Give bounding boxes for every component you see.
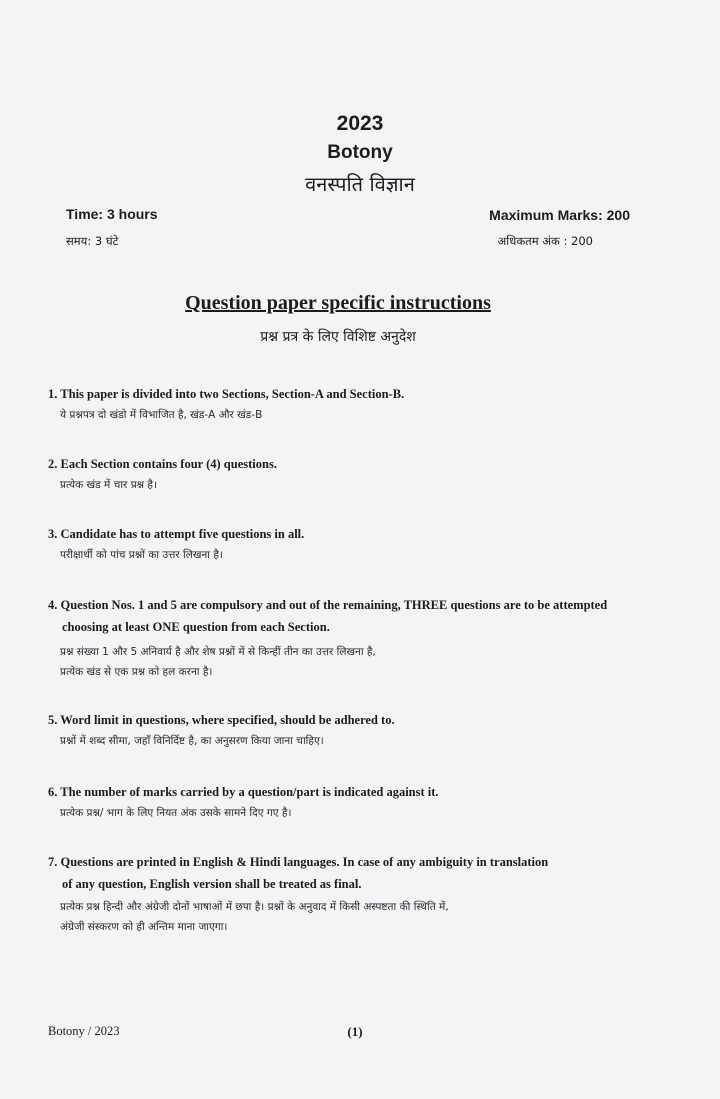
max-marks-label-hindi: अधिकतम अंक : 200 (497, 234, 593, 248)
page-number: (1) (347, 1024, 363, 1039)
instruction-english: 5. Word limit in questions, where specified, should be adhered to. (48, 713, 395, 727)
subject-title-hindi: वनस्पति विज्ञान (305, 172, 415, 196)
instruction-english: 2. Each Section contains four (4) questions. (48, 457, 277, 471)
instruction-english: 7. Questions are printed in English & Hindi languages. In case of any ambiguity in translation of any question, English version shall be treated as final. (48, 855, 549, 891)
instruction-hindi: प्रश्न संख्या 1 और 5 अनिवार्य है और शेष प्रश्नों में से किन्हीं तीन का उत्तर लिखना है, प्रत्येक खंड से एक प्रश्न को हल करना है। (60, 646, 376, 678)
instructions-heading: Question paper specific instructions (185, 292, 491, 314)
instruction-item (48, 594, 678, 682)
instruction-english: 1. This paper is divided into two Sections, Section-A and Section-B. (48, 387, 405, 401)
subject-title: Botony (327, 142, 393, 163)
instruction-hindi: प्रत्येक प्रश्न/ भाग के लिए नियत अंक उसके सामने दिए गए है। (60, 807, 292, 819)
exam-year: 2023 (336, 112, 384, 135)
instruction-english: 6. The number of marks carried by a question/part is indicated against it. (48, 785, 439, 799)
max-marks-label: Maximum Marks: 200 (489, 207, 630, 223)
time-label: Time: 3 hours (66, 206, 158, 222)
instruction-item (48, 523, 678, 565)
instruction-hindi: प्रत्येक प्रश्न हिन्दी और अंग्रेजी दोनों भाषाओं में छपा है। प्रश्नों के अनुवाद में किसी अस्पष्टता की स्थिति में, अंग्रेजी संस्करण को ही अन्तिम माना जाएगा। (60, 901, 449, 933)
instruction-item (48, 851, 678, 937)
instruction-hindi: परीक्षार्थी को पांच प्रश्नों का उत्तर लिखना है। (60, 549, 223, 561)
instruction-item (48, 383, 678, 425)
instruction-item (48, 709, 678, 751)
instruction-english: 4. Question Nos. 1 and 5 are compulsory and out of the remaining, THREE questions are to be attempted choosing at least ONE question from each Section. (48, 598, 608, 634)
instruction-hindi: प्रत्येक खंड में चार प्रश्न है। (60, 479, 157, 491)
instruction-english: 3. Candidate has to attempt five questions in all. (48, 527, 305, 541)
time-label-hindi: समय: 3 घंटे (66, 234, 119, 248)
instructions-heading-hindi: प्रश्न प्रत्र के लिए विशिष्ट अनुदेश (260, 329, 416, 345)
instruction-hindi: ये प्रश्नपत्र दो खंडो में विभाजित है, खंड-A और खंड-B (60, 409, 263, 421)
footer-subject-year: Botony / 2023 (48, 1024, 120, 1038)
instruction-item (48, 781, 678, 823)
instruction-hindi: प्रश्नों में शब्द सीमा, जहाँ विनिर्दिष्ट है, का अनुसरण किया जाना चाहिए। (60, 735, 324, 747)
instruction-item (48, 453, 678, 495)
